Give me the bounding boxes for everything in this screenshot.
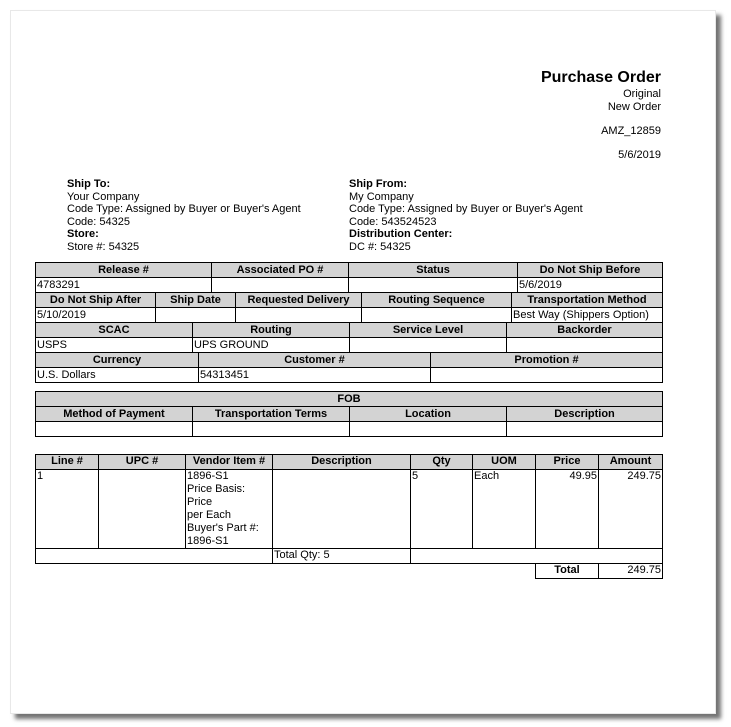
service-level-value (350, 338, 507, 353)
price-basis-unit: per Each (187, 509, 232, 521)
method-of-payment-header: Method of Payment (36, 407, 193, 422)
release-value: 4783291 (36, 278, 212, 293)
shipping-dates-table (35, 292, 663, 323)
ship-to-label: Ship To: (67, 178, 111, 190)
requested-delivery-value (236, 308, 362, 323)
line-header: Line # (36, 455, 99, 470)
ship-from-name: My Company (349, 190, 414, 203)
backorder-header: Backorder (507, 323, 663, 338)
do-not-ship-after-value: 5/10/2019 (36, 308, 156, 323)
buyers-part-label: Buyer's Part #: (187, 522, 259, 534)
carrier-table (35, 322, 663, 353)
requested-delivery-header: Requested Delivery (236, 293, 362, 308)
total-qty-spacer (36, 549, 273, 564)
amount-value: 249.75 (599, 470, 663, 549)
po-type: Original (623, 88, 661, 100)
currency-table (35, 352, 663, 383)
price-value: 49.95 (536, 470, 599, 549)
transportation-terms-value (193, 422, 350, 437)
document-title: Purchase Order (540, 69, 661, 86)
associated-po-header: Associated PO # (212, 263, 349, 278)
routing-value: UPS GROUND (193, 338, 350, 353)
routing-sequence-header: Routing Sequence (362, 293, 512, 308)
fob-table (35, 391, 663, 437)
description-header: Description (273, 455, 411, 470)
fob-title: FOB (36, 392, 663, 407)
total-qty: Total Qty: 5 (273, 549, 411, 564)
po-date: 5/6/2019 (618, 149, 661, 161)
upc-header: UPC # (99, 455, 186, 470)
uom-header: UOM (473, 455, 536, 470)
price-basis-text: Price Basis: Price (187, 483, 246, 508)
line-items-table (35, 454, 663, 579)
fob-description-header: Description (507, 407, 663, 422)
price-header: Price (536, 455, 599, 470)
routing-header: Routing (193, 323, 350, 338)
qty-value: 5 (411, 470, 473, 549)
currency-header: Currency (36, 353, 199, 368)
po-number: AMZ_12859 (601, 125, 661, 137)
line-value: 1 (36, 470, 99, 549)
fob-description-value (507, 422, 663, 437)
scac-value: USPS (36, 338, 193, 353)
uom-value: Each (473, 470, 536, 549)
routing-sequence-value (362, 308, 512, 323)
customer-value: 54313451 (199, 368, 431, 383)
ship-to-code-type: Code Type: Assigned by Buyer or Buyer's Agent (67, 203, 301, 215)
po-purpose: New Order (607, 101, 661, 113)
currency-value: U.S. Dollars (36, 368, 199, 383)
ship-to-code: Code: 54325 (67, 215, 130, 228)
do-not-ship-before-value: 5/6/2019 (518, 278, 663, 293)
total-amount: 249.75 (599, 564, 663, 579)
scac-header: SCAC (36, 323, 193, 338)
do-not-ship-before-header: Do Not Ship Before (518, 263, 663, 278)
vendor-item-number: 1896-S1 (187, 470, 229, 482)
promotion-header: Promotion # (431, 353, 663, 368)
promotion-value (431, 368, 663, 383)
ship-to-name: Your Company (67, 190, 140, 203)
location-value (350, 422, 507, 437)
backorder-value (507, 338, 663, 353)
transportation-method-value: Best Way (Shippers Option) (512, 308, 663, 323)
vendor-item-value (186, 470, 273, 549)
service-level-header: Service Level (350, 323, 507, 338)
ship-date-value (156, 308, 236, 323)
vendor-item-header: Vendor Item # (186, 455, 273, 470)
customer-header: Customer # (199, 353, 431, 368)
status-header: Status (349, 263, 518, 278)
ship-from-code: Code: 543524523 (349, 215, 437, 228)
do-not-ship-after-header: Do Not Ship After (36, 293, 156, 308)
ship-date-header: Ship Date (156, 293, 236, 308)
dc-label: Distribution Center: (349, 228, 453, 240)
ship-from-block (349, 178, 583, 253)
total-label: Total (536, 564, 599, 579)
status-value (349, 278, 518, 293)
description-value (273, 470, 411, 549)
amount-header: Amount (599, 455, 663, 470)
ship-from-label: Ship From: (349, 178, 408, 190)
associated-po-value (212, 278, 349, 293)
ship-to-block (67, 178, 301, 253)
qty-header: Qty (411, 455, 473, 470)
release-header: Release # (36, 263, 212, 278)
location-header: Location (350, 407, 507, 422)
table-row (36, 470, 663, 549)
store-label: Store: (67, 228, 99, 240)
ship-from-code-type: Code Type: Assigned by Buyer or Buyer's Agent (349, 203, 583, 215)
release-table (35, 262, 663, 293)
method-of-payment-value (36, 422, 193, 437)
upc-value (99, 470, 186, 549)
total-qty-right-spacer (411, 549, 663, 564)
transportation-terms-header: Transportation Terms (193, 407, 350, 422)
store-number: Store #: 54325 (67, 240, 140, 253)
buyers-part-number: 1896-S1 (187, 535, 229, 547)
po-header (541, 68, 661, 162)
transportation-method-header: Transportation Method (512, 293, 663, 308)
dc-number: DC #: 54325 (349, 240, 411, 253)
total-spacer (36, 564, 536, 579)
